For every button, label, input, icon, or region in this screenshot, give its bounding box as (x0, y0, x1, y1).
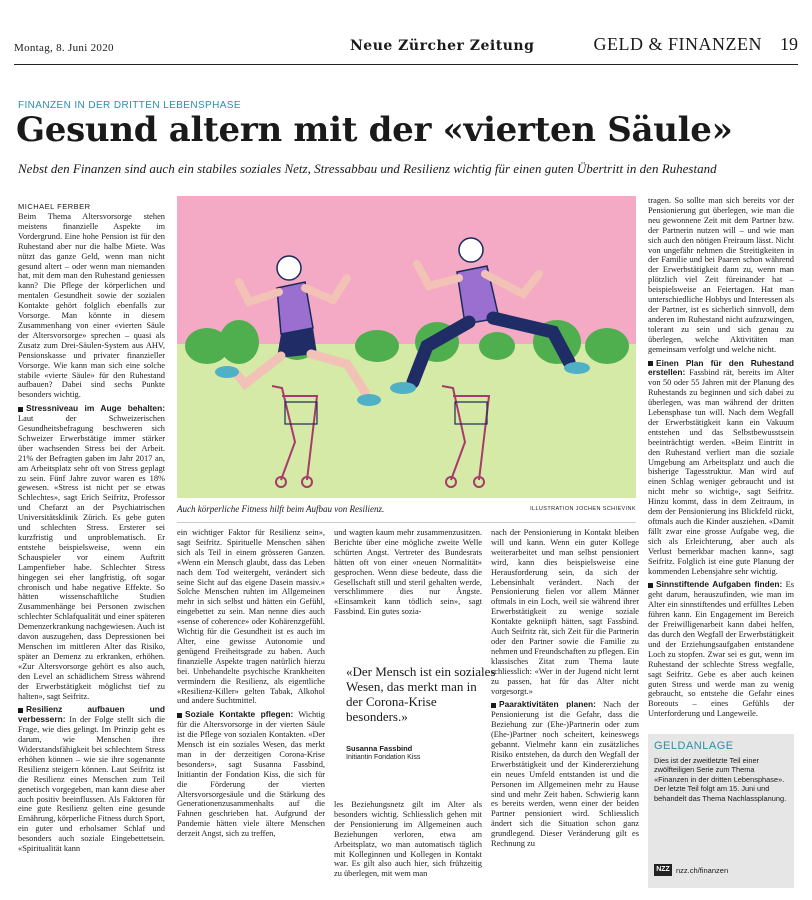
bullet-square-icon (648, 583, 653, 588)
bullet-square-icon (491, 703, 496, 708)
info-box-text: Dies ist der zweitletzte Teil einer zwölfteiligen Serie zum Thema «Finanzen in der dritten Lebensphase». Der letzte Teil folgt am 15. Juni und behandelt das Thema Nachlassplanung. (654, 756, 787, 803)
article-lead: Nebst den Finanzen sind auch ein stabiles soziales Netz, Stressabbau und Resilienz wichtig für einen guten Übertritt in den Ruhestand (18, 161, 717, 176)
nzz-logo: NZZ (654, 864, 672, 876)
paragraph: Wichtig für die Altersvorsorge in der vierten Säule ist die Pflege von sozialen Kontakten. «Der Mensch ist ein soziales Wesen, das merkt man in der derzeitigen Corona-Krise besonders», sagt Susanna Fassbind, Initiantin der Fondation Kiss, die sich für die Förderung der vierten Altersvorsorgesäule und die Stärkung des Generationenzusammenhalts auf die Fahnen geschrieben hat. Aufgrund der Pandemie hätten viele ältere Menschen derzeit Angst, sich zu treffen, (177, 710, 325, 839)
paragraph: nach der Pensionierung in Kontakt bleiben will und kann. Wenn ein guter Kollege weiterarbeitet und man selbst pensioniert wird, kann dies beispielsweise eine Herausforderung sein, da sich der Lebensinhalt verändert. Nach der Pensionierung fielen vor allem Männer oftmals in ein Loch, weil sie während ihrer Erwerbstätigkeit zu wenige soziale Kontakte gekniipft hätten, sagt Fassbind. Auch Seifritz rät, sich Zeit für die Partnerin oder den Partner sowie die Familie zu nehmen und Freundschaften zu pflegen. Ein klassisches Zitat zum Thema laute schliesslich: «Wer in der Jugend nicht lernt zu passen, hat für das Alter nicht vorgesorgt.» (491, 528, 639, 696)
image-caption: Auch körperliche Fitness hilft beim Aufbau von Resilienz. (177, 504, 385, 514)
issue-date: Montag, 8. Juni 2020 (14, 42, 114, 54)
paragraph: ein wichtiger Faktor für Resilienz sein», sagt Seifritz. Spirituelle Menschen sähen sich als Teil in einem grösseren Ganzen. «Wenn ein Mensch glaubt, dass das Leben nach dem Tod weitergeht, verändert sich seine Sicht auf das eigene Dasein massiv.» Solche Menschen ruhten im Allgemeinen mehr in sich selbst und hätten ein Gefühl, eingebettet zu sein. Man nenne dies auch «sense of coherence» oder Kohärenzgefühl. Wichtig für die Gesundheit ist es auch im Alter, eine gewisse Autonomie und genügend Freiheitsgrade zu haben. Auch finanzielle Aspekte tragen natürlich hierzu bei. Unbehandelte psychische Krankheiten vermindern die Resilienz, als eigentliche «Resilienz-Killer» gelten Tabak, Alkohol und andere Suchtmittel. (177, 528, 325, 706)
page-number: 19 (780, 34, 798, 54)
article-title: Gesund altern mit der «vierten Säule» (16, 110, 733, 150)
paragraph: tragen. So sollte man sich bereits vor der Pensionierung gut überlegen, wie man die neu gewonnene Zeit mit dem Partner bzw. der Partnerin nutzen will – und wie man sich auch den nötigen Freiraum lässt. Nicht von ungefähr nehmen die Streitigkeiten in der Familie und bei Paaren schon während der Erwerbstätigkeit dann zu, wenn man plötzlich viel Zeit füreinander hat – beispielsweise an Feiertagen. Hat man unterschiedliche Hobbys und Interessen als der Partner, ist es sicherlich sinnvoll, dem anderen im Ruhestand nicht aufzuzwingen, tolerant zu sein und sich genau zu überlegen, welche Aktivitäten man gemeinsam verfolgt und welche nicht. (648, 196, 794, 354)
bullet-square-icon (18, 708, 23, 713)
subhead-plan: Einen Plan für den Ruhestand erstellen: (648, 357, 794, 378)
paragraph: In der Folge stellt sich die Frage, wie dies gelingt. Im Prinzip geht es darum, wie Menschen ihre Widerstandsfähigkeit bei schlechtem Stress erhöhen können – wie sie ihre sogenannte Resilienz steigern können. Laut Seifritz ist die Resilienz eines Menschen zum Teil genetisch vorgegeben, man kann diese aber auch positiv beeinflussen. Als Faktoren für eine gute Resilienz gelten eine gesunde Ernährung, körperliche Fitness durch Sport, ein guter und erholsamer Schlaf und besonders auch soziale Eingebettetsein. «Spiritualität kann (18, 715, 165, 854)
column-3-bottom (334, 800, 482, 892)
subhead-paar: Paaraktivitäten planen: (499, 699, 596, 710)
paragraph: les Beziehungsnetz gilt im Alter als besonders wichtig. Schliesslich gehen mit der Pensionierung im Allgemeinen auch Beziehungen verloren, etwa am Arbeitsplatz, wo man automatisch täglich mit Kolleginnen und Kollegen in Kontakt war. Es gilt also auch hier, sich frühzeitig zu überlegen, mit wem man (334, 800, 482, 879)
subhead-soziale: Soziale Kontakte pflegen: (185, 709, 294, 720)
paragraph: Fassbind rät, bereits im Alter von 50 oder 55 Jahren mit der Planung des Ruhestands zu beginnen und sich dabei zu überlegen, was man während der dritten Lebensphase tun will. Nach dem Wegfall der Erwerbstätigkeit kann ein Vakuum entstehen und das Selbstbewusstsein beeinträchtigt werden. «Beim Eintritt in den Ruhestand verliert man die soziale Umgebung am Arbeitsplatz und auch die bisherige Tagesstruktur. Man wird auf einen Schlag weniger gebraucht und ist nicht mehr so wichtig», sagt Seifritz. Hinzu kommt, dass in dem Zeitraum, in dem der Pensionierung ins Blickfeld rückt, oftmals auch die Kinder ausziehen. «Damit fällt zwar eine grosse Aufgabe weg, die sich als Erleichterung, aber auch als Verlust bemerkbar machen kann», sagt Seifritz. Folglich ist eine gute Planung der kommenden Lebensjahre sehr wichtig. (648, 368, 794, 576)
article-kicker: FINANZEN IN DER DRITTEN LEBENSPHASE (18, 100, 241, 111)
column-5 (648, 196, 794, 726)
column-4 (491, 528, 639, 892)
section-title: GELD & FINANZEN (593, 34, 762, 54)
page-header (14, 30, 798, 60)
image-credit: ILLUSTRATION JOCHEN SCHIEVINK (530, 506, 636, 512)
illustration-runners (177, 196, 636, 498)
bullet-square-icon (177, 713, 182, 718)
pull-quote-name: Susanna Fassbind (346, 744, 413, 753)
article-author: MICHAEL FERBER (18, 202, 91, 211)
pull-quote-role: Initiantin Fondation Kiss (346, 754, 421, 761)
caption-rule (177, 522, 636, 523)
info-box-link[interactable]: nzz.ch/finanzen (676, 866, 729, 875)
bullet-square-icon (648, 361, 653, 366)
column-2 (177, 528, 325, 892)
paragraph: Laut der Schweizerischen Gesundheitsbefragung beschweren sich Schweizer Erwerbstätige immer stärker über wachsenden Stress bei der Arbeit. 21% der Befragten gaben im Jahr 2017 an, am Arbeitsplatz sehr oft von Stress geplagt zu sein. Fünf Jahre zuvor waren es 18% gewesen. «Stress ist nicht per se etwas Schlechtes», sagt Erich Seifritz, Professor und Chefarzt an der Psychiatrischen Universitätsklinik Zürich. Es gebe guten und schlechten Stress. Ersterer sei kurzfristig und unproblematisch. Er entstehe beispielsweise, wenn ein Schauspieler vor einem Auftritt Lampenfieber habe. Schlechter Stress hingegen sei eher langfristig, oft sogar chronisch und habe negative Effekte. So hätten wissenschaftliche Studien Zusammenhänge bei Personen zwischen schlechter Schlafqualität und einer späteren Demenzerkrankung nachgewiesen. Auch ist davon auszugehen, dass Depressionen bei Menschen im mittleren Alter das Risiko, später an Demenz zu erkranken, erhöhen. «Zur Altersvorsorge gehört es also auch, den Level an schädlichem Stress während der Erwerbstätigkeit möglichst tief zu halten», sagt Seifritz. (18, 414, 165, 701)
paragraph: Es geht darum, herauszufinden, wie man im Alter ein sinnstiftendes und erfülltes Leben führen kann. Ein Engagement im Bereich der Freiwilligenarbeit kann dabei helfen, das durch den Wegfall der Erwerbstätigkeit und der Erziehungsaufgaben entstandene Loch zu stopfen. Zwar sei es gut, wenn im Ruhestand der schlechte Stress wegfalle, sagt Seifritz. Gebe es aber auch keinen guten Stress und werde man zu wenig gebraucht, so entstehe die Gefahr eines Boreouts – eines Gefühls der Unterforderung und Langeweile. (648, 580, 794, 719)
pull-quote: «Der Mensch ist ein soziales Wesen, das merkt man in der Corona-Krise besonders.» (346, 664, 496, 724)
column-3-top (334, 528, 482, 638)
info-box-title: GELDANLAGE (654, 740, 734, 752)
subhead-sinn: Sinnstiftende Aufgaben finden: (656, 579, 783, 590)
header-rule (14, 64, 798, 65)
column-1 (18, 212, 165, 892)
info-box-geldanlage (648, 734, 794, 888)
subhead-stress: Stressniveau im Auge behalten: (26, 403, 165, 414)
subhead-resilienz: Resilienz aufbauen und verbessern: (18, 704, 165, 725)
masthead: Neue Zürcher Zeitung (350, 38, 535, 54)
paragraph: Nach der Pensionierung ist die Gefahr, dass die Beziehung zur (Ehe-)Partnerin oder zum (Ehe-)Partner noch scheitert, keineswegs gebannt. Vielmehr kann ein zusätzliches Risiko entstehen, da durch den Wegfall der Erwerbstätigkeit und der Kindererziehung ein neues Umfeld entstanden ist und die Personen im Allgemeinen mehr zu Hause sind und mehr Zeit haben. Schwierig kann es bereits werden, wenn einer der beiden Partner pensioniert wird. Schliesslich ändert sich die Situation schon ganz grundlegend. Dieser Veränderung gilt es Rechnung zu (491, 700, 639, 849)
paragraph: und wagten kaum mehr zusammenzusitzen. Berichte über eine mögliche zweite Welle schürten Angst. Vertreter des Bundesrats hätten oft von einer «neuen Normalität» gesprochen. Wenn diese bedeute, dass die Gesellschaft still und steril gehalten werde, verschlimmere dies nur Ängste. «Einsamkeit kann tödlich sein», sagt Fassbind. Ein gutes sozia- (334, 528, 482, 617)
bullet-square-icon (18, 407, 23, 412)
paragraph: Beim Thema Altersvorsorge stehen meistens finanzielle Aspekte im Vordergrund. Eine hohe Pension ist für den Ruhestand aber nur die halbe Miete. Was nützt das ganze Geld, wenn man nicht gesund altert – oder wenn man niemanden hat, mit dem man den Ruhestand geniessen kann? Die Pflege der körperlichen und mentalen Gesundheit sowie der sozialen Kontakte gehört folglich ebenfalls zur Vorsorge. Man könnte in diesem Zusammenhang von einer «vierten Säule der Altersvorsorge» sprechen – quasi als Zusatz zum Drei-Säulen-System aus AHV, Pensionskasse und privater finanzieller Vorsorge. Wie kann man sich eine solche stabile «vierte Säule» für den Ruhestand aufbauen? Dabei sind sechs Punkte besonders wichtig. (18, 212, 165, 400)
